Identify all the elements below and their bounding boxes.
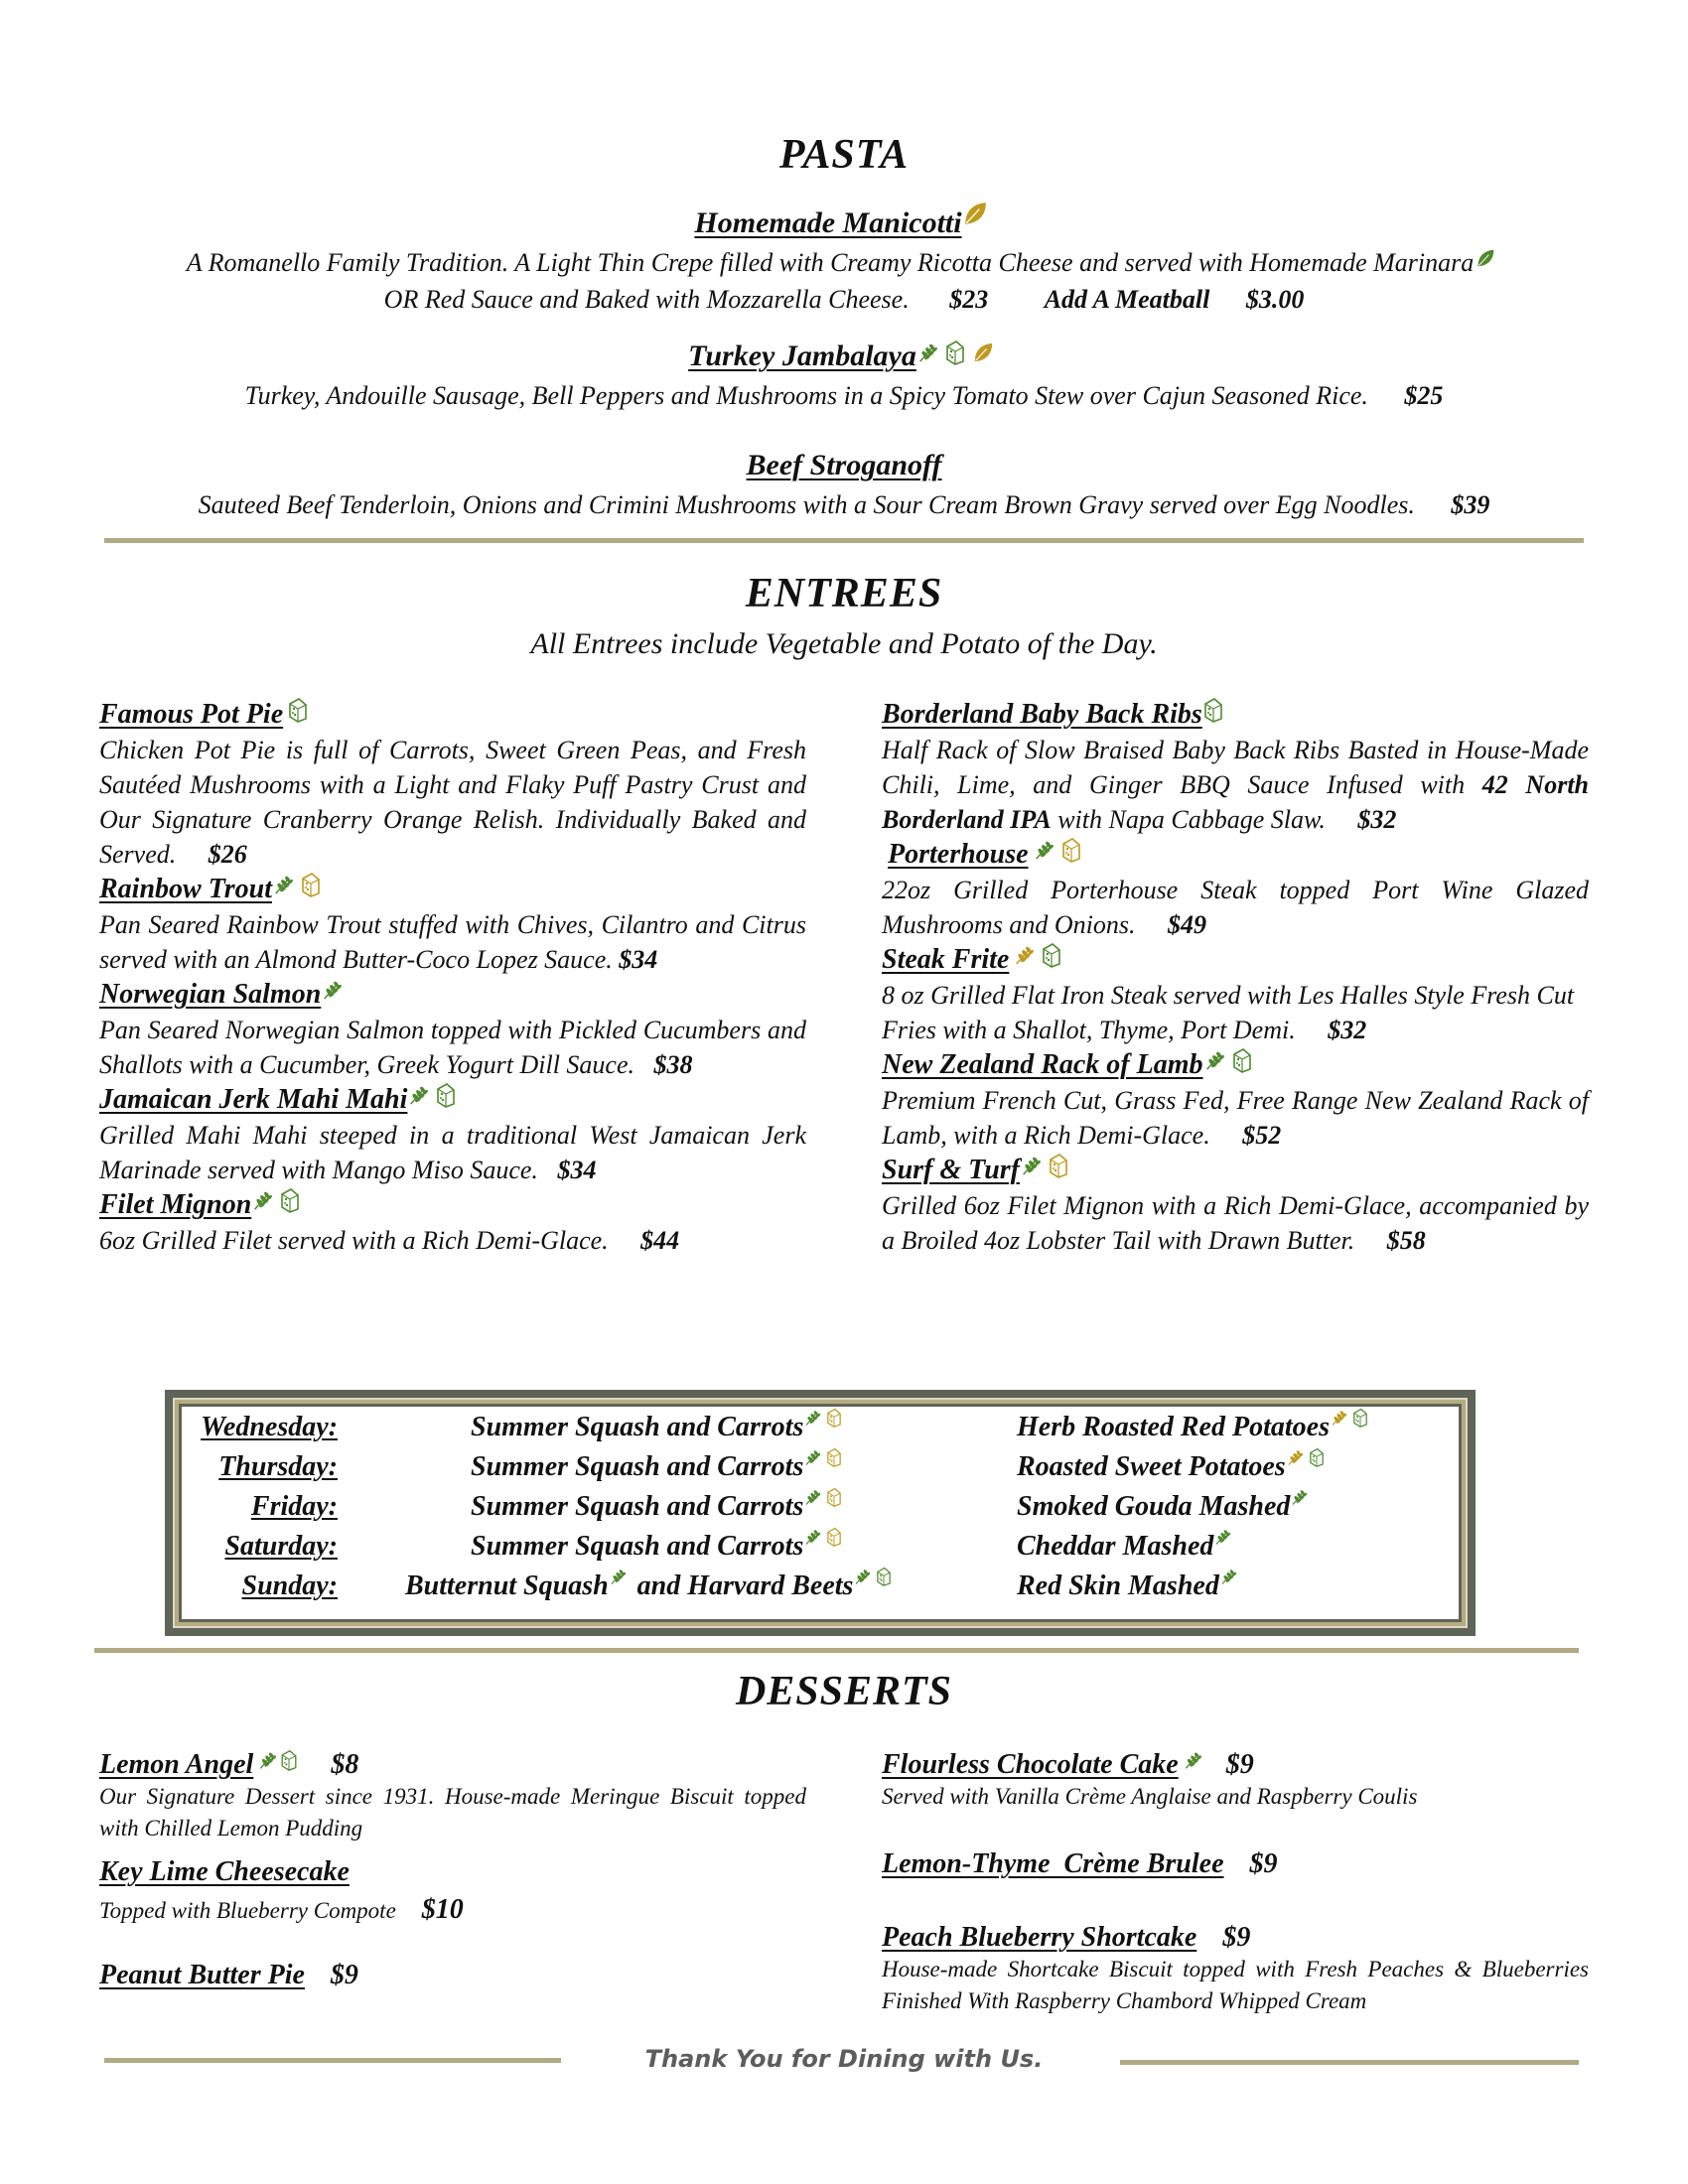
item-name: Key Lime Cheesecake: [99, 1856, 350, 1887]
pasta-item-jambalaya: [0, 340, 1688, 373]
item-description: 6oz Grilled Filet served with a Rich Demi-Glace.: [99, 1226, 609, 1255]
item-name: Norwegian Salmon: [99, 979, 322, 1010]
dessert-key-lime-cheesecake: [99, 1856, 806, 1960]
day-label: Saturday:: [224, 1531, 338, 1562]
gluten-free-wheat-icon: [609, 1567, 627, 1586]
dessert-lemon-angel: [99, 1749, 806, 1856]
dairy-cheese-icon: [825, 1487, 843, 1507]
gluten-free-wheat-icon: [1183, 1749, 1202, 1771]
item-price: $9: [330, 1960, 358, 1990]
dairy-cheese-icon: [825, 1408, 843, 1428]
item-description: Premium French Cut, Grass Fed, Free Range New Zealand Rack of Lamb, with a Rich Demi-Glace.: [882, 1086, 1589, 1150]
dairy-cheese-icon: [825, 1527, 843, 1547]
item-name: Peach Blueberry Shortcake: [882, 1922, 1197, 1953]
item-price: $26: [208, 840, 247, 869]
gluten-free-wheat-icon: [853, 1567, 871, 1586]
entree-porterhouse: [882, 837, 1589, 942]
dairy-free-cheese-icon: [1041, 942, 1062, 968]
day-label: Wednesday:: [201, 1412, 338, 1442]
desserts-right-column: [882, 1749, 1589, 2017]
item-name: Homemade Manicotti: [694, 206, 962, 239]
item-price: $9: [1249, 1848, 1278, 1879]
item-description: 22oz Grilled Porterhouse Steak topped Port Wine Glazed Mushrooms and Onions.: [882, 876, 1589, 939]
item-name: Flourless Chocolate Cake: [882, 1749, 1179, 1780]
item-price: $38: [653, 1050, 693, 1079]
item-name: Borderland Baby Back Ribs: [882, 699, 1202, 730]
footer-thank-you: Thank You for Dining with Us.: [644, 2045, 1044, 2073]
gluten-free-wheat-icon: [803, 1527, 821, 1547]
item-price: $49: [1167, 910, 1206, 939]
item-description: House-made Shortcake Biscuit topped with Fresh Peaches & Blueberries Finished With Raspberry Chambord Whipped Cream: [882, 1957, 1589, 2013]
section-title-pasta: PASTA: [778, 132, 910, 178]
dessert-peanut-butter-pie: [99, 1960, 806, 1991]
section-title-desserts: DESSERTS: [735, 1669, 953, 1714]
item-name: New Zealand Rack of Lamb: [882, 1049, 1203, 1080]
item-description: Topped with Blueberry Compote: [99, 1898, 396, 1923]
dessert-flourless-chocolate-cake: [882, 1749, 1589, 1848]
item-price: $23: [949, 285, 989, 314]
dairy-free-cheese-icon: [944, 340, 966, 365]
gluten-free-wheat-icon: [251, 1187, 273, 1213]
item-price: $8: [331, 1749, 359, 1780]
section-divider: [104, 538, 1584, 543]
item-description: Our Signature Dessert since 1931. House-made Meringue Biscuit topped with Chilled Lemon Pudding: [99, 1784, 806, 1841]
dairy-cheese-icon: [300, 872, 322, 897]
entrees-right-column: [882, 697, 1589, 1258]
dairy-free-cheese-icon: [279, 1749, 299, 1771]
item-name: Filet Mignon: [99, 1189, 252, 1220]
gluten-free-wheat-icon: [1020, 1153, 1042, 1178]
item-name: Lemon-Thyme Crème Brulee: [882, 1848, 1224, 1879]
entrees-left-column: [99, 697, 806, 1258]
gluten-free-wheat-icon: [1203, 1047, 1225, 1073]
pasta-item-stroganoff: [0, 449, 1688, 482]
vegetable-of-day: Butternut Squash and Harvard Beets: [405, 1567, 899, 1606]
gluten-free-wheat-icon: [803, 1447, 821, 1467]
vegetarian-leaf-icon: [962, 201, 988, 226]
item-name: Turkey Jambalaya: [688, 340, 916, 372]
item-name: Porterhouse: [888, 839, 1029, 870]
item-description: Sauteed Beef Tenderloin, Onions and Crimini Mushrooms with a Sour Cream Brown Gravy served over Egg Noodles.: [198, 490, 1415, 519]
gluten-free-wheat-icon: [272, 872, 294, 897]
dairy-free-cheese-icon: [287, 697, 309, 723]
potato-of-day: Cheddar Mashed: [1017, 1527, 1237, 1567]
gluten-free-wheat-icon: [1033, 837, 1055, 863]
item-price: $32: [1357, 805, 1397, 834]
vegetable-potato-of-the-day-box: [165, 1390, 1476, 1636]
item-price: $25: [1404, 381, 1444, 410]
dessert-creme-brulee: [882, 1848, 1589, 1922]
gluten-free-wheat-icon: [321, 977, 343, 1003]
gluten-free-wheat-icon: [803, 1487, 821, 1507]
item-name: Peanut Butter Pie: [99, 1960, 305, 1990]
dairy-cheese-icon: [1048, 1153, 1069, 1178]
vegetable-of-day: Summer Squash and Carrots: [471, 1527, 849, 1567]
entree-norwegian-salmon: [99, 977, 806, 1082]
item-name: Famous Pot Pie: [99, 699, 284, 730]
item-price: $34: [619, 945, 658, 974]
item-price: $10: [421, 1894, 464, 1925]
entree-rainbow-trout: [99, 872, 806, 977]
item-description: Turkey, Andouille Sausage, Bell Peppers and Mushrooms in a Spicy Tomato Stew over Cajun Seasoned Rice.: [244, 381, 1368, 410]
day-label: Friday:: [250, 1491, 338, 1522]
dairy-cheese-icon: [1060, 837, 1082, 863]
vegetarian-leaf-icon: [1476, 248, 1495, 268]
gluten-free-wheat-icon: [803, 1408, 821, 1428]
entree-surf-and-turf: [882, 1153, 1589, 1258]
dairy-cheese-icon: [825, 1447, 843, 1467]
item-name: Surf & Turf: [882, 1155, 1021, 1185]
day-label: Thursday:: [218, 1451, 338, 1482]
item-description: 8 oz Grilled Flat Iron Steak served with Les Halles Style Fresh Cut Fries with a Shallot, Thyme, Port Demi.: [882, 981, 1575, 1044]
item-price: $32: [1328, 1016, 1367, 1044]
vegetable-of-day: Summer Squash and Carrots: [471, 1408, 849, 1447]
addon-label: Add A Meatball: [1044, 285, 1210, 314]
item-price: $58: [1386, 1226, 1426, 1255]
gluten-wheat-icon: [1286, 1447, 1304, 1467]
item-description: A Romanello Family Tradition. A Light Thin Crepe filled with Creamy Ricotta Cheese and served with Homemade Marinara: [89, 248, 1599, 278]
entree-pot-pie: [99, 697, 806, 872]
entree-steak-frite: [882, 942, 1589, 1047]
footer-divider-right: [1120, 2060, 1579, 2065]
dairy-free-cheese-icon: [1231, 1047, 1253, 1073]
item-description: Pan Seared Norwegian Salmon topped with Pickled Cucumbers and Shallots with a Cucumber, Greek Yogurt Dill Sauce.: [99, 1016, 806, 1079]
potato-of-day: Herb Roasted Red Potatoes: [1017, 1408, 1375, 1447]
item-price: $39: [1451, 490, 1490, 519]
item-name: Rainbow Trout: [99, 874, 273, 904]
gluten-free-wheat-icon: [916, 340, 938, 365]
dairy-free-cheese-icon: [1308, 1447, 1326, 1467]
section-title-entrees: ENTREES: [745, 571, 943, 616]
item-price: $44: [640, 1226, 680, 1255]
potato-of-day: Roasted Sweet Potatoes: [1017, 1447, 1332, 1487]
potato-of-day: Red Skin Mashed: [1017, 1567, 1243, 1606]
item-price: $9: [1222, 1922, 1251, 1953]
desserts-left-column: [99, 1749, 806, 1991]
entree-mahi-mahi: [99, 1082, 806, 1187]
section-divider: [94, 1648, 1579, 1653]
item-price: $9: [1225, 1749, 1254, 1780]
item-description: Grilled Mahi Mahi steeped in a traditional West Jamaican Jerk Marinade served with Mango Miso Sauce.: [99, 1121, 806, 1184]
dessert-peach-blueberry-shortcake: [882, 1922, 1589, 2017]
dairy-free-cheese-icon: [279, 1187, 301, 1213]
item-price: $34: [557, 1156, 597, 1184]
vegetable-of-day: Summer Squash and Carrots: [471, 1487, 849, 1527]
item-price: $52: [1242, 1121, 1282, 1150]
entree-baby-back-ribs: Borderland Baby Back Ribs Half Rack of Slow Braised Baby Back Ribs Basted in House-Made Chili, Lime, and Ginger BBQ Sauce Infused with 42 North Borderland IPA with Napa Cabbage Slaw. $32: [882, 699, 1590, 834]
vegetarian-leaf-icon: [972, 340, 994, 365]
item-description: Chicken Pot Pie is full of Carrots, Sweet Green Peas, and Fresh Sautéed Mushrooms with a Light and Flaky Puff Pastry Crust and Our Signature Cranberry Orange Relish. Individually Baked and Served.: [99, 736, 806, 869]
gluten-wheat-icon: [1330, 1408, 1347, 1428]
item-description: Pan Seared Rainbow Trout stuffed with Chives, Cilantro and Citrus served with an Almond Butter-Coco Lopez Sauce.: [99, 910, 806, 974]
vegetable-of-day: Summer Squash and Carrots: [471, 1447, 849, 1487]
dairy-free-cheese-icon: [1351, 1408, 1369, 1428]
item-description: Grilled 6oz Filet Mignon with a Rich Demi-Glace, accompanied by a Broiled 4oz Lobster Tail with Drawn Butter.: [882, 1191, 1589, 1255]
addon-price: $3.00: [1245, 285, 1305, 314]
dairy-free-cheese-icon: [875, 1567, 893, 1586]
entree-rack-of-lamb: [882, 1047, 1589, 1153]
gluten-free-wheat-icon: [1290, 1487, 1308, 1507]
day-label: Sunday:: [241, 1570, 338, 1601]
entree-filet-mignon: [99, 1187, 806, 1258]
dairy-free-cheese-icon: [1202, 697, 1224, 723]
potato-of-day: Smoked Gouda Mashed: [1017, 1487, 1314, 1527]
pasta-item-manicotti: [0, 206, 1688, 240]
entrees-subtitle: All Entrees include Vegetable and Potato of the Day.: [530, 627, 1158, 660]
gluten-free-wheat-icon: [407, 1082, 429, 1108]
gluten-free-wheat-icon: [1219, 1567, 1237, 1586]
gluten-wheat-icon: [1013, 942, 1035, 968]
item-name: Steak Frite: [882, 944, 1010, 975]
dairy-free-cheese-icon: [435, 1082, 457, 1108]
item-description: Served with Vanilla Crème Anglaise and Raspberry Coulis: [882, 1784, 1418, 1809]
gluten-free-wheat-icon: [257, 1749, 277, 1771]
item-name: Jamaican Jerk Mahi Mahi: [99, 1084, 408, 1115]
item-name: Beef Stroganoff: [746, 449, 942, 481]
gluten-free-wheat-icon: [1213, 1527, 1231, 1547]
item-name: Lemon Angel: [99, 1749, 254, 1780]
